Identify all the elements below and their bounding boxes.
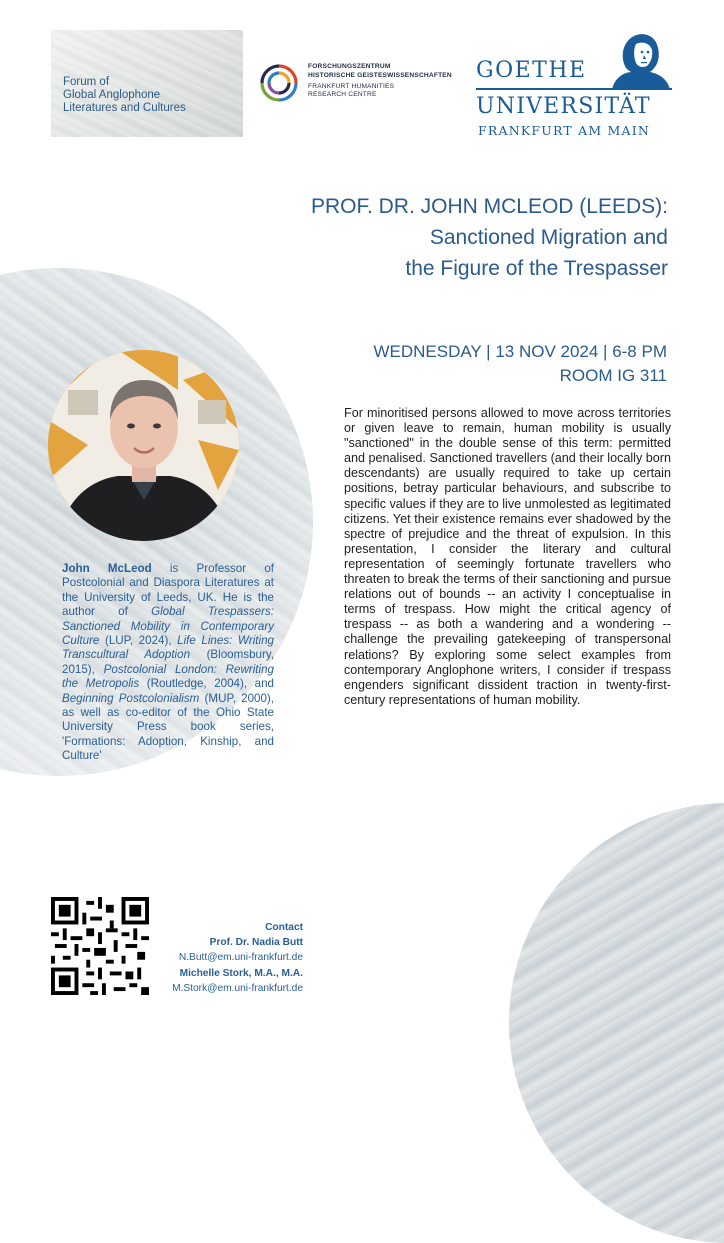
title-line1: Sanctioned Migration and: [429, 226, 668, 249]
bio-text-4: (Routledge, 2004), and: [139, 677, 274, 691]
bio-book-1: Global Trespassers: Sanctioned Mobility in Contemporary Culture: [62, 605, 274, 648]
forschungszentrum-logo-icon: [258, 62, 300, 104]
title-line2: the Figure of the Trespasser: [405, 257, 668, 280]
bio-name: John McLeod: [62, 562, 152, 575]
forum-logo-box: [51, 30, 243, 137]
event-title: [311, 191, 668, 284]
bio-text-1: is Professor of Postcolonial and Diaspora Literatures at the University of Leeds, UK. He is the author of: [62, 562, 274, 619]
event-room: ROOM IG 311: [559, 366, 667, 385]
map-collage-circle-right: [509, 803, 724, 1243]
forum-logo-text: Forum of Global Anglophone Literatures and Cultures: [63, 76, 186, 114]
bio-book-4: Beginning Postcolonialism: [62, 691, 200, 705]
bio-text-2: (LUP, 2024),: [99, 634, 178, 648]
event-abstract: For minoritised persons allowed to move across territories or given leave to remain, human mobility is usually "sanctioned" in the double sense of this term: permitted and penalised. Sanctioned travellers (and their locally born descendants) are usually required to take up certain positions, betray particular behaviours, and subscribe to specific values if they are to live unmolested as legitimated citizens. Yet their existence remains ever shadowed by the spectre of prejudice and the threat of expulsion. In this presentation, I consider the literary and cultural representation of seemingly fortunate travellers who threaten to break the terms of their sanctioning and pursue relations out of bounds -- an activity I conceptualise in terms of trespass. How might the critical agency of trespass -- as both a wandering and a wondering -- challenge the prevailing gatekeeping of transpersonal relations? By exploring some select examples from contemporary Anglophone writers, I consider if trespass engenders significant dissident traction in twenty-first-century representations of human mobility.: [344, 406, 671, 707]
contact-block: [172, 920, 303, 996]
contact-heading: Contact: [265, 922, 303, 933]
bio-text-3: (Bloomsbury, 2015),: [62, 648, 274, 676]
contact-person-2: Michelle Stork, M.A., M.A.: [179, 967, 303, 979]
fz-title-line1: FORSCHUNGSZENTRUM: [308, 63, 391, 70]
bio-text-5: (MUP, 2000), as well as co-editor of the Ohio State University Press book series, 'Formations: Adoption, Kinship, and Culture': [62, 691, 274, 763]
fz-subtitle-line2: RESEARCH CENTRE: [308, 91, 377, 98]
contact-email-1[interactable]: N.Butt@em.uni-frankfurt.de: [178, 952, 303, 964]
bio-book-3: Postcolonial London: Rewriting the Metropolis: [62, 662, 274, 691]
fz-subtitle-line1: FRANKFURT HUMANITIES: [308, 83, 395, 90]
fz-title-line2: HISTORISCHE GEISTESWISSENSCHAFTEN: [308, 72, 452, 79]
speaker-photo: [48, 350, 239, 541]
university-name-line3: FRANKFURT AM MAIN: [478, 123, 650, 138]
contact-email-2[interactable]: M.Stork@em.uni-frankfurt.de: [172, 982, 303, 994]
university-name-line2: UNIVERSITÄT: [476, 94, 651, 119]
contact-person-1: Prof. Dr. Nadia Butt: [209, 937, 303, 949]
qr-code-icon[interactable]: [51, 897, 149, 995]
university-name-line1: GOETHE: [476, 58, 587, 83]
goethe-portrait-icon: [606, 28, 672, 90]
bio-book-2: Life Lines: Writing Transcultural Adoption: [62, 634, 274, 662]
speaker-heading: PROF. DR. JOHN MCLEOD (LEEDS):: [310, 195, 668, 218]
event-date: WEDNESDAY | 13 NOV 2024 | 6-8 PM: [373, 342, 667, 361]
speaker-bio: [62, 562, 274, 764]
speaker-photo-image: [48, 350, 239, 541]
